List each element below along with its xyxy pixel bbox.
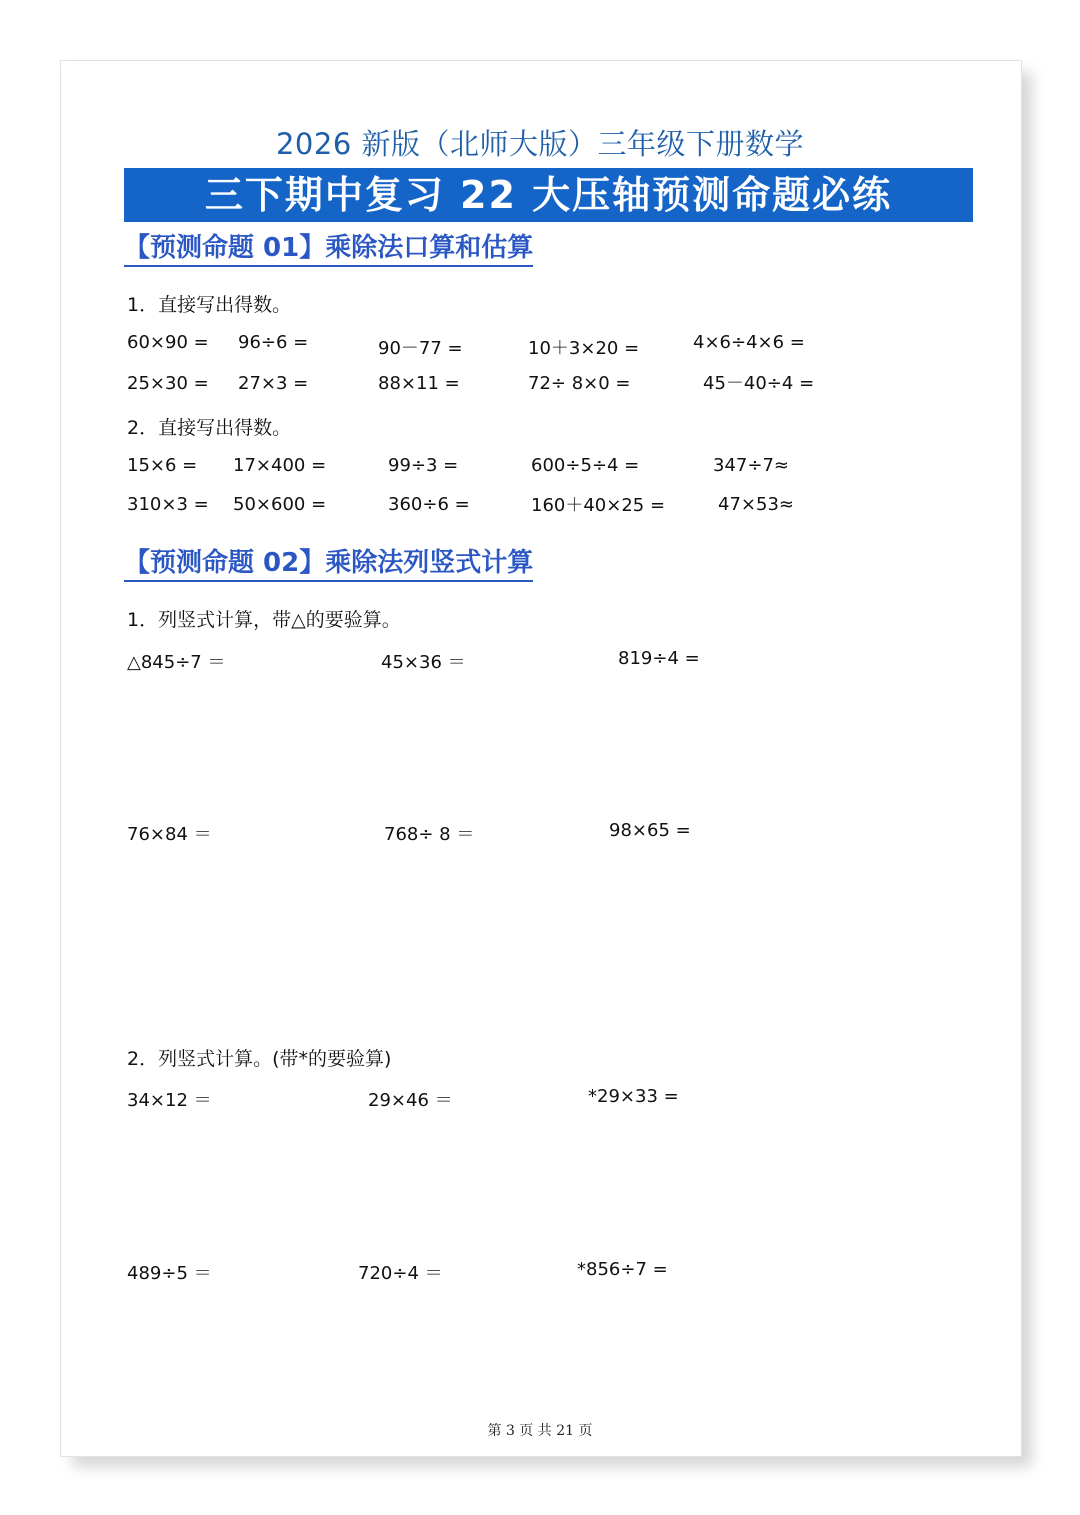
- expression: 45×36 ＝: [381, 652, 466, 673]
- expression: 347÷7≈: [713, 455, 789, 476]
- expression: 98×65 =: [609, 820, 691, 841]
- expression: △845÷7 ＝: [127, 652, 226, 673]
- document-title-banner: 三下期中复习 22 大压轴预测命题必练: [124, 168, 973, 222]
- expression: 720÷4 ＝: [358, 1263, 443, 1284]
- expression: 160＋40×25 =: [531, 495, 666, 516]
- expression: 4×6÷4×6 =: [693, 332, 805, 353]
- expression: 489÷5 ＝: [127, 1263, 212, 1284]
- section-title-01: 【预测命题 01】乘除法口算和估算: [124, 232, 533, 267]
- expression: 29×46 ＝: [368, 1090, 453, 1111]
- expression: 60×90 =: [127, 332, 209, 353]
- expression: 47×53≈: [718, 494, 794, 515]
- question-2-prompt: 2．直接写出得数。: [127, 417, 292, 439]
- expression: 50×600 =: [233, 494, 327, 515]
- expression: 25×30 =: [127, 373, 209, 394]
- expression: 10＋3×20 =: [528, 338, 640, 359]
- question-1-prompt: 1．直接写出得数。: [127, 294, 292, 316]
- expression: 310×3 =: [127, 494, 209, 515]
- expression: 96÷6 =: [238, 332, 309, 353]
- expression: *856÷7 =: [577, 1259, 668, 1280]
- expression: 99÷3 =: [388, 455, 459, 476]
- expression: 15×6 =: [127, 455, 198, 476]
- expression: 90－77 =: [378, 338, 463, 359]
- page-footer: 第 3 页 共 21 页: [487, 1423, 593, 1439]
- expression: 88×11 =: [378, 373, 460, 394]
- expression: 76×84 ＝: [127, 824, 212, 845]
- document-subtitle: 2026 新版（北师大版）三年级下册数学: [275, 127, 805, 161]
- expression: 45－40÷4 =: [703, 373, 815, 394]
- expression: 34×12 ＝: [127, 1090, 212, 1111]
- section-title-02: 【预测命题 02】乘除法列竖式计算: [124, 547, 533, 582]
- expression: 72÷ 8×0 =: [528, 373, 631, 394]
- expression: 360÷6 =: [388, 494, 470, 515]
- expression: 27×3 =: [238, 373, 309, 394]
- expression: 768÷ 8 ＝: [384, 824, 475, 845]
- expression: *29×33 =: [588, 1086, 679, 1107]
- question-1-prompt: 1．列竖式计算，带△的要验算。: [127, 609, 401, 631]
- question-2-prompt: 2．列竖式计算。(带*的要验算): [127, 1048, 392, 1070]
- expression: 819÷4 =: [618, 648, 700, 669]
- expression: 17×400 =: [233, 455, 327, 476]
- expression: 600÷5÷4 =: [531, 455, 640, 476]
- document-page: [60, 60, 1022, 1457]
